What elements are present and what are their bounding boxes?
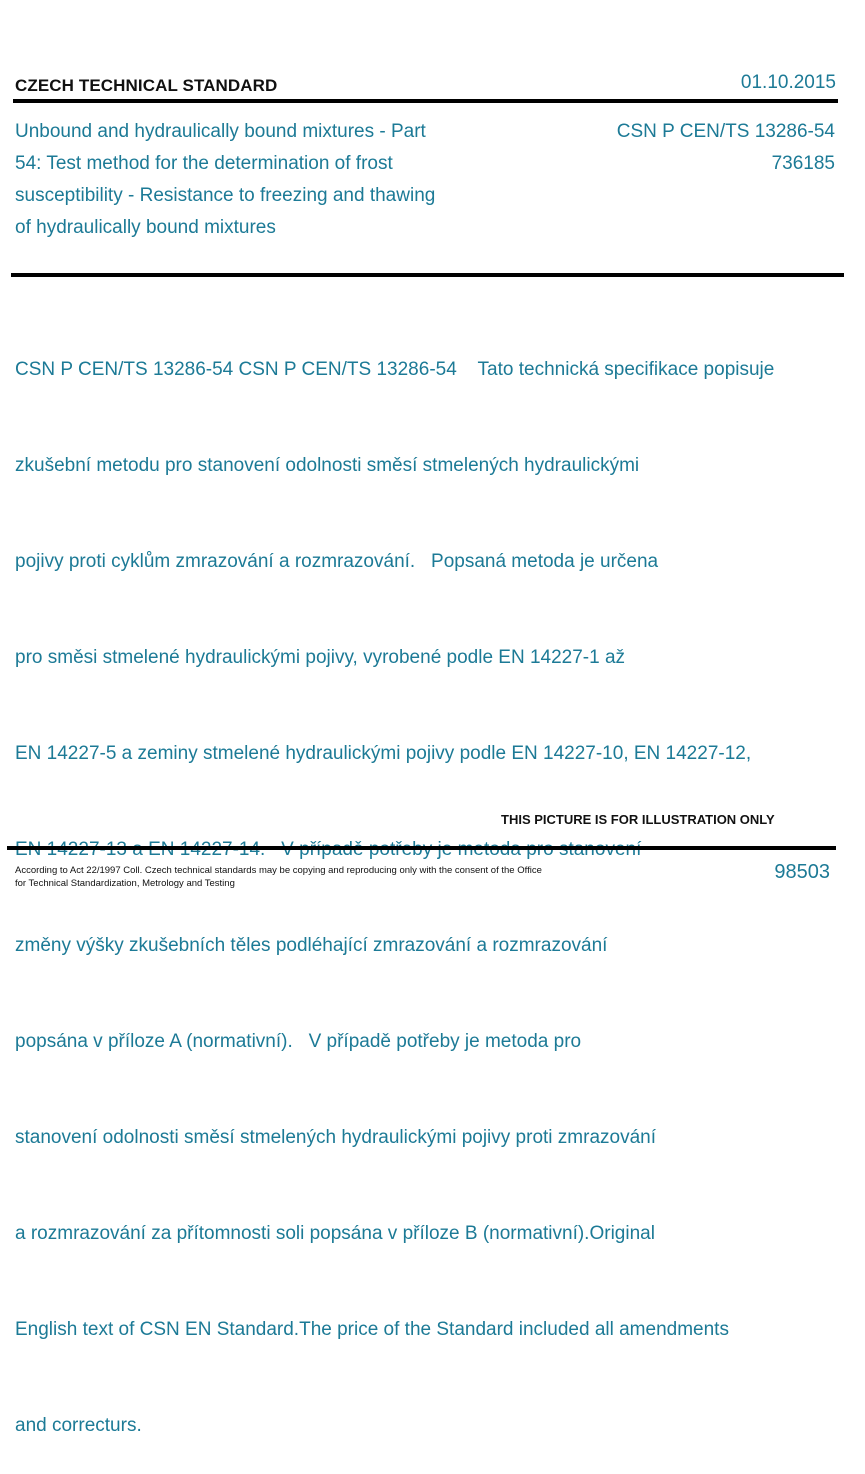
description-line: zkušební metodu pro stanovení odolnosti směsí stmelených hydraulickými <box>15 455 640 476</box>
footer-divider <box>7 846 836 850</box>
description-line: CSN P CEN/TS 13286-54 CSN P CEN/TS 13286-54 Tato technická specifikace popisuje <box>15 359 775 380</box>
description-line: popsána v příloze A (normativní). V případě potřeby je metoda pro <box>15 1031 582 1052</box>
description-line: a rozmrazování za přítomnosti soli popsána v příloze B (normativní).Original <box>15 1223 655 1244</box>
standard-code: CSN P CEN/TS 13286-54 <box>616 121 835 142</box>
description-line: and correcturs. <box>15 1415 142 1436</box>
description-line: pojivy proti cyklům zmrazování a rozmrazování. Popsaná metoda je určena <box>15 551 659 572</box>
title-line: 54: Test method for the determination of frost <box>15 153 393 174</box>
header-divider <box>13 99 838 103</box>
document-identifiers <box>617 116 835 180</box>
standard-header-title: CZECH TECHNICAL STANDARD <box>15 76 278 95</box>
description-line: English text of CSN EN Standard.The price of the Standard included all amendments <box>15 1319 729 1340</box>
title-line: Unbound and hydraulically bound mixtures - Part <box>15 121 426 142</box>
description-line: EN 14227-5 a zeminy stmelené hydraulickými pojivy podle EN 14227-10, EN 14227-12, <box>15 743 752 764</box>
standard-date: 01.10.2015 <box>740 72 836 93</box>
legal-line: According to Act 22/1997 Coll. Czech technical standards may be copying and reproducing only with the consent of the Office <box>15 865 542 876</box>
description-line: změny výšky zkušebních těles podléhající zmrazování a rozmrazování <box>15 935 608 956</box>
section-divider <box>11 273 844 277</box>
description-line <box>15 834 865 866</box>
title-line: of hydraulically bound mixtures <box>15 217 276 238</box>
document-title <box>15 116 505 244</box>
title-line: susceptibility - Resistance to freezing and thawing <box>15 185 436 206</box>
description-line: stanovení odolnosti směsí stmelených hydraulickými pojivy proti zmrazování <box>15 1127 656 1148</box>
footer-number: 98503 <box>774 861 830 883</box>
legal-line: for Technical Standardization, Metrology and Testing <box>15 878 235 889</box>
class-number: 736185 <box>771 153 835 174</box>
legal-notice <box>15 864 595 890</box>
illustration-note: THIS PICTURE IS FOR ILLUSTRATION ONLY <box>501 812 775 827</box>
description-line: pro směsi stmelené hydraulickými pojivy, vyrobené podle EN 14227-1 až <box>15 647 626 668</box>
